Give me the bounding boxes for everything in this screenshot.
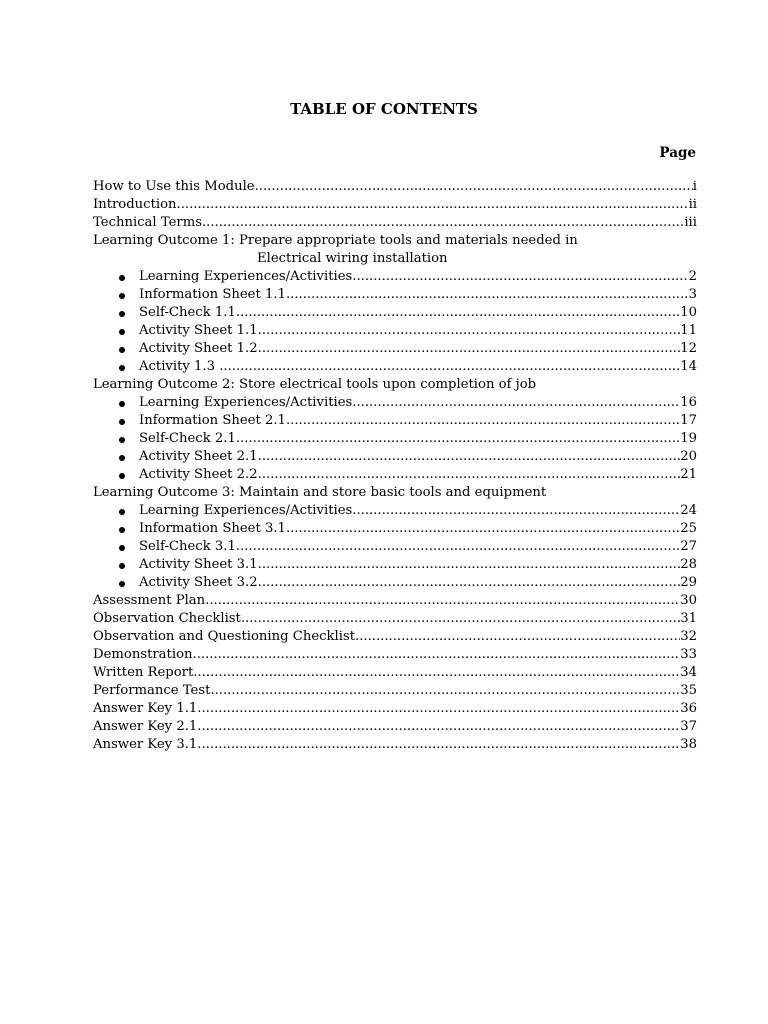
toc-entry: Performance Test ..... 35: [93, 682, 697, 700]
toc-subentry: Self-Check 2.1 ..... 19: [93, 430, 697, 448]
bullet-icon: [119, 293, 125, 299]
page-column-label: Page: [659, 145, 696, 161]
toc-section-heading-continuation: Electrical wiring installation: [257, 251, 448, 266]
page-title: TABLE OF CONTENTS: [290, 100, 478, 118]
toc-subentry: Activity Sheet 3.1 ..... 28: [93, 556, 697, 574]
bullet-icon: [119, 311, 125, 317]
toc-entry: Introduction ..... ii: [93, 196, 697, 214]
toc-entry: Assessment Plan ..... 30: [93, 592, 697, 610]
table-of-contents: [93, 178, 697, 754]
toc-section-heading: Learning Outcome 3: Maintain and store basic tools and equipment: [93, 485, 547, 500]
bullet-icon: [119, 365, 125, 371]
toc-subentry: Activity Sheet 3.2 ..... 29: [93, 574, 697, 592]
toc-entry: Demonstration ..... 33: [93, 646, 697, 664]
bullet-icon: [119, 275, 125, 281]
toc-subentry: Self-Check 1.1 ..... 10: [93, 304, 697, 322]
bullet-icon: [119, 455, 125, 461]
bullet-icon: [119, 509, 125, 515]
toc-subentry: Activity Sheet 2.2 ..... 21: [93, 466, 697, 484]
toc-entry: Technical Terms ..... iii: [93, 214, 697, 232]
toc-subentry: Learning Experiences/Activities ..... 16: [93, 394, 697, 412]
toc-subentry: Information Sheet 3.1 ..... 25: [93, 520, 697, 538]
bullet-icon: [119, 347, 125, 353]
bullet-icon: [119, 329, 125, 335]
toc-section-heading: Learning Outcome 2: Store electrical tools upon completion of job: [93, 377, 537, 392]
bullet-icon: [119, 401, 125, 407]
toc-entry: Answer Key 1.1 ..... 36: [93, 700, 697, 718]
toc-entry: Answer Key 3.1 ..... 38: [93, 736, 697, 754]
bullet-icon: [119, 563, 125, 569]
toc-subentry: Learning Experiences/Activities ..... 2: [93, 268, 697, 286]
toc-subentry: Self-Check 3.1 ..... 27: [93, 538, 697, 556]
toc-entry: How to Use this Module ..... i: [93, 178, 697, 196]
bullet-icon: [119, 581, 125, 587]
bullet-icon: [119, 419, 125, 425]
toc-subentry: Activity 1.3 ..... 14: [93, 358, 697, 376]
toc-entry: Written Report ..... 34: [93, 664, 697, 682]
toc-entry: Answer Key 2.1 ..... 37: [93, 718, 697, 736]
toc-entry: Observation and Questioning Checklist ..... 32: [93, 628, 697, 646]
toc-subentry: Learning Experiences/Activities ..... 24: [93, 502, 697, 520]
toc-section-heading: Learning Outcome 1: Prepare appropriate tools and materials needed in: [93, 233, 578, 248]
toc-entry: Observation Checklist ..... 31: [93, 610, 697, 628]
toc-subentry: Activity Sheet 2.1 ..... 20: [93, 448, 697, 466]
toc-subentry: Activity Sheet 1.2 ..... 12: [93, 340, 697, 358]
toc-subentry: Activity Sheet 1.1 ..... 11: [93, 322, 697, 340]
bullet-icon: [119, 545, 125, 551]
bullet-icon: [119, 473, 125, 479]
bullet-icon: [119, 437, 125, 443]
toc-subentry: Information Sheet 2.1 ..... 17: [93, 412, 697, 430]
bullet-icon: [119, 527, 125, 533]
toc-subentry: Information Sheet 1.1 ..... 3: [93, 286, 697, 304]
